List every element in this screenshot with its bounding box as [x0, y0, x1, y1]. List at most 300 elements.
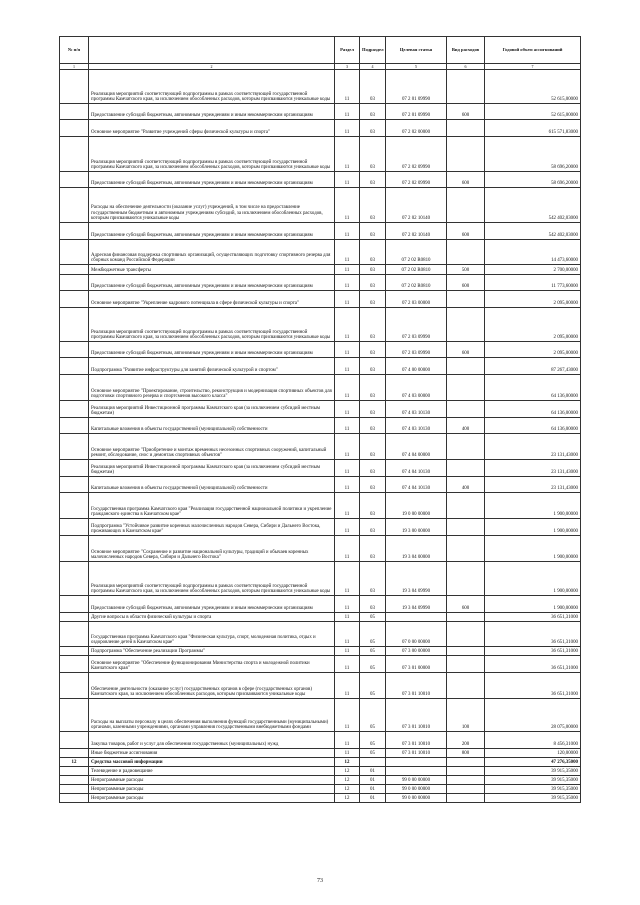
row-section: 11: [335, 223, 360, 240]
row-amount: 52 615,00000: [485, 104, 581, 120]
row-name: Капитальные вложения в объекты государственной (муниципальной) собственности: [89, 477, 335, 493]
column-number: 6: [447, 64, 485, 70]
row-section: 11: [335, 596, 360, 613]
row-name: Предоставление субсидий бюджетным, автономным учреждениям и иным некоммерческим организациям: [89, 275, 335, 291]
header-target-article: Целевая статья: [386, 37, 447, 64]
row-name: Непрограммные расходы: [89, 785, 335, 794]
column-number: 2: [89, 64, 335, 70]
row-target-article: 07 3 01 10010: [386, 699, 447, 732]
row-target-article: 07 4 00 00000: [386, 358, 447, 375]
row-subsection: 03: [360, 358, 386, 375]
row-name: Основное мероприятие "Обеспечение функционирования Министерства спорта и молодежной политики Камчатского края": [89, 656, 335, 673]
row-subsection: 05: [360, 699, 386, 732]
row-number: [60, 308, 89, 342]
row-target-article: 07 3 00 00000: [386, 647, 447, 656]
table-row: [60, 647, 581, 656]
row-amount: 2 700,00000: [485, 265, 581, 275]
table-row: [60, 749, 581, 758]
row-subsection: 01: [360, 785, 386, 794]
row-amount: 2 095,00000: [485, 342, 581, 358]
row-name: Межбюджетные трансферты: [89, 265, 335, 275]
row-target-article: 07 2 02 00000: [386, 120, 447, 137]
row-target-article: 19 3 04 09990: [386, 562, 447, 596]
row-target-article: 07 2 03 09990: [386, 308, 447, 342]
row-number: [60, 776, 89, 785]
row-section: 11: [335, 188, 360, 223]
row-target-article: [386, 767, 447, 776]
row-subsection: 05: [360, 622, 386, 647]
row-section: 11: [335, 673, 360, 699]
row-number: [60, 673, 89, 699]
column-number: 7: [485, 64, 581, 70]
row-target-article: 99 0 00 00000: [386, 794, 447, 803]
row-name: Непрограммные расходы: [89, 776, 335, 785]
page-number: 73: [317, 878, 323, 884]
row-section: 11: [335, 240, 360, 265]
row-amount: 36 651,31000: [485, 647, 581, 656]
table-row: [60, 358, 581, 375]
row-number: [60, 647, 89, 656]
row-amount: 39 915,35000: [485, 767, 581, 776]
row-section: 11: [335, 375, 360, 401]
row-number: [60, 342, 89, 358]
row-amount: 23 131,43000: [485, 434, 581, 460]
row-name: Основное мероприятие "Укрепление кадрового потенциала в сфере физической культуры и спорта": [89, 291, 335, 308]
row-number: [60, 240, 89, 265]
row-target-article: 19 3 04 00000: [386, 536, 447, 562]
row-target-article: 07 4 04 00000: [386, 434, 447, 460]
table-body: [60, 70, 581, 803]
row-subsection: 05: [360, 732, 386, 749]
table-row: [60, 732, 581, 749]
header-annual-amount: Годовой объем ассигнований: [485, 37, 581, 64]
row-target-article: 07 0 00 00000: [386, 622, 447, 647]
table-row: [60, 460, 581, 477]
row-amount: 64 136,00000: [485, 375, 581, 401]
row-number: [60, 785, 89, 794]
table-row: [60, 493, 581, 519]
row-subsection: 01: [360, 767, 386, 776]
row-name: Другие вопросы в области физической культуры и спорта: [89, 613, 335, 622]
row-amount: 1 900,00000: [485, 596, 581, 613]
row-subsection: 03: [360, 536, 386, 562]
column-number: 1: [60, 64, 89, 70]
row-section: 11: [335, 493, 360, 519]
row-amount: 28 075,00000: [485, 699, 581, 732]
table-row: [60, 794, 581, 803]
row-name: Основное мероприятие "Развитие учреждений сферы физической культуры и спорта": [89, 120, 335, 137]
header-subsection: Подраздел: [360, 37, 386, 64]
table-row: [60, 240, 581, 265]
row-section: 11: [335, 265, 360, 275]
table-row: [60, 613, 581, 622]
row-target-article: 07 2 02 09990: [386, 137, 447, 172]
row-expense-type: [447, 622, 485, 647]
row-target-article: 07 2 03 00000: [386, 291, 447, 308]
row-section: 11: [335, 401, 360, 418]
table-row: [60, 120, 581, 137]
row-amount: 64 136,00000: [485, 401, 581, 418]
row-amount: 58 696,20000: [485, 137, 581, 172]
row-target-article: 07 2 02 R0810: [386, 240, 447, 265]
row-amount: 36 651,31000: [485, 673, 581, 699]
row-section: 12: [335, 794, 360, 803]
row-amount: 36 651,31000: [485, 613, 581, 622]
row-section: 11: [335, 137, 360, 172]
row-name: Реализация мероприятий Инвестиционной программы Камчатского края (за исключением субсидий местным бюджетам): [89, 401, 335, 418]
row-expense-type: [447, 240, 485, 265]
row-amount: 52 615,00000: [485, 70, 581, 104]
row-section: 11: [335, 308, 360, 342]
row-name: Предоставление субсидий бюджетным, автономным учреждениям и иным некоммерческим организациям: [89, 104, 335, 120]
row-number: [60, 613, 89, 622]
row-name: Иные бюджетные ассигнования: [89, 749, 335, 758]
row-expense-type: 400: [447, 477, 485, 493]
row-number: [60, 536, 89, 562]
table-row: [60, 172, 581, 188]
row-name: Предоставление субсидий бюджетным, автономным учреждениям и иным некоммерческим организациям: [89, 172, 335, 188]
row-name: Закупка товаров, работ и услуг для обеспечения государственных (муниципальных) нужд: [89, 732, 335, 749]
row-section: 11: [335, 477, 360, 493]
row-amount: 47 276,35000: [485, 758, 581, 767]
row-number: [60, 434, 89, 460]
table-row: [60, 434, 581, 460]
row-target-article: 07 2 02 R0810: [386, 265, 447, 275]
row-subsection: 03: [360, 477, 386, 493]
row-section: 11: [335, 275, 360, 291]
table-row: [60, 758, 581, 767]
row-subsection: 05: [360, 656, 386, 673]
row-section: 11: [335, 120, 360, 137]
row-name: Государственная программа Камчатского края "Реализация государственной национальной политики и укрепление гражданского единства в Камчатском крае": [89, 493, 335, 519]
row-target-article: 07 4 03 10130: [386, 401, 447, 418]
row-name: Подпрограмма "Устойчивое развитие коренных малочисленных народов Севера, Сибири и Дальнего Востока, проживающих в Камчатском крае": [89, 519, 335, 536]
table-row: [60, 622, 581, 647]
table-row: [60, 375, 581, 401]
row-section: 12: [335, 776, 360, 785]
row-section: 12: [335, 758, 360, 767]
row-amount: 8 456,31000: [485, 732, 581, 749]
row-amount: 39 915,35000: [485, 776, 581, 785]
row-amount: 11 773,60000: [485, 275, 581, 291]
row-name: Реализация мероприятий соответствующей подпрограммы в рамках соответствующей государственной программы Камчатского края, за исключением обособленных расходов, которым присваиваются уникальные коды: [89, 70, 335, 104]
row-subsection: 05: [360, 647, 386, 656]
row-expense-type: [447, 188, 485, 223]
row-name: Реализация мероприятий соответствующей подпрограммы в рамках соответствующей государственной программы Камчатского края, за исключением обособленных расходов, которым присваиваются уникальные коды: [89, 308, 335, 342]
row-name: Реализация мероприятий Инвестиционной программы Камчатского края (за исключением субсидий местным бюджетам): [89, 460, 335, 477]
row-amount: 36 651,31000: [485, 656, 581, 673]
row-number: [60, 358, 89, 375]
row-name: Адресная финансовая поддержка спортивных организаций, осуществляющих подготовку спортивного резерва для сборных команд Российской Федерации: [89, 240, 335, 265]
row-section: 11: [335, 460, 360, 477]
row-subsection: 03: [360, 493, 386, 519]
table-row: [60, 596, 581, 613]
row-number: [60, 460, 89, 477]
row-expense-type: [447, 647, 485, 656]
row-expense-type: 500: [447, 265, 485, 275]
row-expense-type: [447, 291, 485, 308]
row-target-article: 19 3 00 00000: [386, 519, 447, 536]
row-number: [60, 120, 89, 137]
table-row: [60, 223, 581, 240]
row-name: Средства массовой информации: [89, 758, 335, 767]
row-section: 11: [335, 342, 360, 358]
row-amount: 64 136,00000: [485, 418, 581, 434]
table-row: [60, 699, 581, 732]
row-expense-type: [447, 656, 485, 673]
row-target-article: 07 3 01 00000: [386, 656, 447, 673]
row-amount: 2 095,00000: [485, 308, 581, 342]
row-target-article: 07 2 02 09990: [386, 172, 447, 188]
row-amount: 542 402,03000: [485, 223, 581, 240]
table-row: [60, 342, 581, 358]
row-subsection: 03: [360, 291, 386, 308]
header-num: № п/п: [60, 37, 89, 64]
row-subsection: [360, 758, 386, 767]
row-subsection: 03: [360, 120, 386, 137]
row-subsection: 03: [360, 172, 386, 188]
row-section: 11: [335, 562, 360, 596]
table-row: [60, 188, 581, 223]
row-subsection: 03: [360, 137, 386, 172]
row-number: [60, 656, 89, 673]
row-expense-type: [447, 794, 485, 803]
row-number: [60, 172, 89, 188]
row-amount: 36 651,31000: [485, 622, 581, 647]
row-expense-type: [447, 785, 485, 794]
row-expense-type: [447, 358, 485, 375]
table-row: [60, 401, 581, 418]
budget-table-sheet: [59, 36, 580, 803]
row-target-article: 07 4 03 10130: [386, 418, 447, 434]
row-target-article: 07 2 02 10140: [386, 223, 447, 240]
row-target-article: [386, 613, 447, 622]
row-amount: 23 131,43000: [485, 460, 581, 477]
row-target-article: 19 0 00 00000: [386, 493, 447, 519]
row-name: Государственная программа Камчатского края "Физическая культура, спорт, молодежная политика, отдых и оздоровление детей в Камчатском крае": [89, 622, 335, 647]
table-row: [60, 519, 581, 536]
row-name: Предоставление субсидий бюджетным, автономным учреждениям и иным некоммерческим организациям: [89, 223, 335, 240]
row-number: [60, 137, 89, 172]
table-row: [60, 562, 581, 596]
row-number: [60, 418, 89, 434]
row-subsection: 03: [360, 460, 386, 477]
row-subsection: 03: [360, 596, 386, 613]
row-target-article: 07 2 01 09990: [386, 70, 447, 104]
row-subsection: 03: [360, 418, 386, 434]
row-expense-type: [447, 308, 485, 342]
row-expense-type: 400: [447, 418, 485, 434]
row-target-article: 07 3 01 10010: [386, 732, 447, 749]
table-row: [60, 656, 581, 673]
row-section: 11: [335, 647, 360, 656]
row-name: Предоставление субсидий бюджетным, автономным учреждениям и иным некоммерческим организациям: [89, 596, 335, 613]
table-row: [60, 308, 581, 342]
row-amount: 87 267,43000: [485, 358, 581, 375]
row-target-article: 07 2 01 09990: [386, 104, 447, 120]
row-amount: 39 915,35000: [485, 794, 581, 803]
row-number: [60, 223, 89, 240]
row-target-article: 07 4 04 10130: [386, 477, 447, 493]
row-name: Подпрограмма "Развитие инфраструктуры для занятий физической культурой и спортом": [89, 358, 335, 375]
row-target-article: [386, 758, 447, 767]
row-number: [60, 519, 89, 536]
table-row: [60, 291, 581, 308]
row-amount: 1 900,00000: [485, 519, 581, 536]
row-expense-type: [447, 673, 485, 699]
row-subsection: 03: [360, 70, 386, 104]
row-name: Основное мероприятие "Сохранение и развитие национальной культуры, традиций и обычаев коренных малочисленных народов Севера, Сибири и Дальнего Востока": [89, 536, 335, 562]
row-number: [60, 732, 89, 749]
column-number: 5: [386, 64, 447, 70]
row-name: Основное мероприятие "Приобретение и монтаж временных несезонных спортивных сооружений, капитальный ремонт, обследование, снос и демонтаж спортивных объектов": [89, 434, 335, 460]
header-name: [89, 37, 335, 64]
row-name: Обеспечение деятельности (оказание услуг) государственных органов в сфере (государственных органов) Камчатского края, за исключением обособленных расходов, которым присваиваются уникальные коды: [89, 673, 335, 699]
row-name: Капитальные вложения в объекты государственной (муниципальной) собственности: [89, 418, 335, 434]
row-section: 11: [335, 358, 360, 375]
column-number: 3: [335, 64, 360, 70]
row-section: 11: [335, 536, 360, 562]
row-target-article: 07 4 04 10130: [386, 460, 447, 477]
row-subsection: 03: [360, 342, 386, 358]
row-number: [60, 375, 89, 401]
row-target-article: 07 2 03 09990: [386, 342, 447, 358]
row-section: 11: [335, 656, 360, 673]
header-section: Раздел: [335, 37, 360, 64]
table-row: [60, 785, 581, 794]
row-section: 11: [335, 749, 360, 758]
row-number: [60, 70, 89, 104]
row-expense-type: 800: [447, 749, 485, 758]
row-name: Основное мероприятие "Проектирование, строительство, реконструкция и модернизация спортивных объектов для подготовки спортивного резерва и спортсменов высокого класса": [89, 375, 335, 401]
row-section: 11: [335, 291, 360, 308]
row-subsection: 03: [360, 401, 386, 418]
table-row: [60, 673, 581, 699]
row-expense-type: 600: [447, 342, 485, 358]
row-expense-type: [447, 434, 485, 460]
row-subsection: 03: [360, 265, 386, 275]
row-target-article: 07 2 02 R0810: [386, 275, 447, 291]
row-target-article: 99 0 00 00000: [386, 785, 447, 794]
table-row: [60, 70, 581, 104]
row-section: 11: [335, 699, 360, 732]
row-name: Телевидение и радиовещание: [89, 767, 335, 776]
row-subsection: 01: [360, 794, 386, 803]
row-expense-type: [447, 375, 485, 401]
row-amount: 14 473,60000: [485, 240, 581, 265]
row-number: [60, 401, 89, 418]
table-row: [60, 477, 581, 493]
row-subsection: 03: [360, 308, 386, 342]
row-subsection: 03: [360, 223, 386, 240]
row-expense-type: 200: [447, 732, 485, 749]
row-name: Реализация мероприятий соответствующей подпрограммы в рамках соответствующей государственной программы Камчатского края, за исключением обособленных расходов, которым присваиваются уникальные коды: [89, 137, 335, 172]
row-section: 11: [335, 622, 360, 647]
row-expense-type: [447, 562, 485, 596]
row-amount: 39 915,35000: [485, 785, 581, 794]
row-expense-type: 600: [447, 223, 485, 240]
row-expense-type: 600: [447, 275, 485, 291]
table-row: [60, 265, 581, 275]
row-name: Расходы на выплаты персоналу в целях обеспечения выполнения функций государственными (муниципальными) органами, казенными учреждениями, органами управления государственными внебюджетными фондами: [89, 699, 335, 732]
row-number: [60, 275, 89, 291]
row-subsection: 03: [360, 562, 386, 596]
row-number: [60, 104, 89, 120]
row-amount: 1 900,00000: [485, 536, 581, 562]
row-expense-type: 100: [447, 699, 485, 732]
row-amount: 58 696,20000: [485, 172, 581, 188]
row-name: Расходы на обеспечение деятельности (оказание услуг) учреждений, в том числе на предоставление государственным бюджетным и автономным учреждениям субсидий, за исключением обособленных расходов, которым присваиваются уникальные коды: [89, 188, 335, 223]
table-row: [60, 536, 581, 562]
row-expense-type: 600: [447, 596, 485, 613]
row-amount: 2 095,00000: [485, 291, 581, 308]
row-subsection: 03: [360, 434, 386, 460]
row-expense-type: 600: [447, 172, 485, 188]
row-expense-type: [447, 493, 485, 519]
table-row: [60, 275, 581, 291]
row-name: Непрограммные расходы: [89, 794, 335, 803]
row-section: 11: [335, 732, 360, 749]
row-subsection: 03: [360, 275, 386, 291]
row-expense-type: [447, 613, 485, 622]
row-number: [60, 749, 89, 758]
row-target-article: 07 3 01 10010: [386, 673, 447, 699]
row-expense-type: [447, 519, 485, 536]
row-amount: 120,00000: [485, 749, 581, 758]
row-number: [60, 291, 89, 308]
row-expense-type: [447, 120, 485, 137]
row-subsection: 01: [360, 776, 386, 785]
table-row: [60, 776, 581, 785]
row-number: [60, 767, 89, 776]
row-number: [60, 622, 89, 647]
row-subsection: 03: [360, 375, 386, 401]
table-row: [60, 104, 581, 120]
row-target-article: 99 0 00 00000: [386, 776, 447, 785]
row-expense-type: [447, 401, 485, 418]
row-expense-type: [447, 137, 485, 172]
row-expense-type: 600: [447, 104, 485, 120]
row-section: 11: [335, 172, 360, 188]
table-row: [60, 767, 581, 776]
row-section: 11: [335, 613, 360, 622]
row-expense-type: [447, 536, 485, 562]
table-row: [60, 418, 581, 434]
row-amount: 23 131,43000: [485, 477, 581, 493]
row-section: 11: [335, 70, 360, 104]
budget-table: [59, 36, 581, 803]
row-name: Подпрограмма "Обеспечение реализации Программы": [89, 647, 335, 656]
row-target-article: 07 2 02 10140: [386, 188, 447, 223]
row-subsection: 03: [360, 519, 386, 536]
row-name: Реализация мероприятий соответствующей подпрограммы в рамках соответствующей государственной программы Камчатского края, за исключением обособленных расходов, которым присваиваются уникальные коды: [89, 562, 335, 596]
row-amount: 1 900,00000: [485, 562, 581, 596]
row-section: 11: [335, 418, 360, 434]
row-subsection: 03: [360, 188, 386, 223]
header-expense-type: Вид расходов: [447, 37, 485, 64]
row-number: [60, 794, 89, 803]
row-number: [60, 265, 89, 275]
row-name: Предоставление субсидий бюджетным, автономным учреждениям и иным некоммерческим организациям: [89, 342, 335, 358]
row-section: 11: [335, 519, 360, 536]
row-number: [60, 699, 89, 732]
row-section: 11: [335, 104, 360, 120]
row-subsection: 05: [360, 673, 386, 699]
row-expense-type: [447, 767, 485, 776]
row-subsection: 05: [360, 613, 386, 622]
row-amount: 615 571,83000: [485, 120, 581, 137]
row-expense-type: [447, 460, 485, 477]
